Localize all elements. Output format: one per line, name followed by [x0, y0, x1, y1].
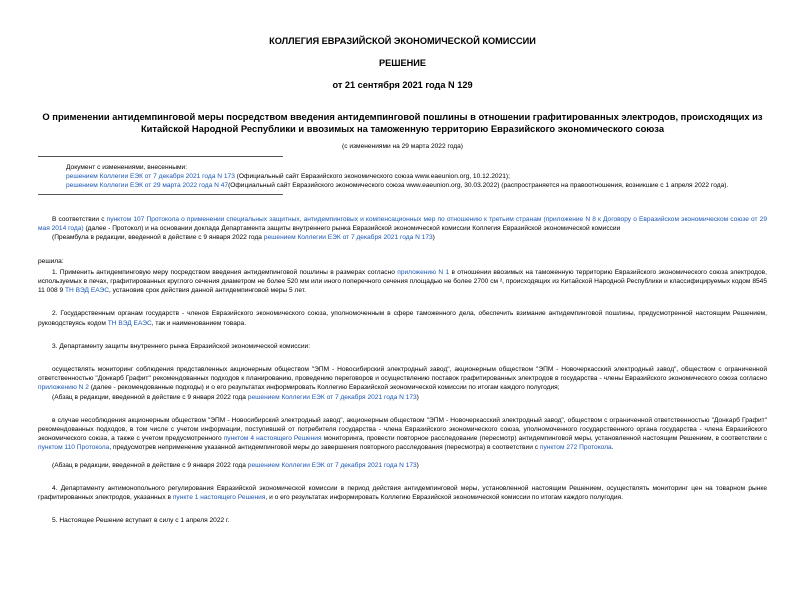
- paragraph-2: 2. Государственным органам государств - членов Евразийского экономического союза, уполномоченным в сфере таможенного дела, обеспечить взимание антидемпинговой пошлины, предусмотренной настоящим Решением, руководствуясь кодом ТН ВЭД ЕАЭС, так и наименованием товара.: [38, 310, 767, 327]
- link-decision-173-b[interactable]: решением Коллегии ЕЭК от 7 декабря 2021 года N 173: [247, 393, 417, 401]
- link-tnved[interactable]: ТН ВЭД ЕАЭС: [65, 287, 110, 295]
- link-protocol-110[interactable]: пунктом 110 Протокола: [38, 444, 110, 452]
- document-page: [0, 35, 807, 606]
- header-org: КОЛЛЕГИЯ ЕВРАЗИЙСКОЙ ЭКОНОМИЧЕСКОЙ КОМИССИИ: [269, 36, 536, 46]
- preamble: В соответствии с пунктом 107 Протокола о применении специальных защитных, антидемпинговых и компенсационных мер по отношению к третьим странам (приложение N 8 к Договору о Евразийском экономическом союзе от 29 мая 2014 года) (далее - Протокол) и на основании доклада Департамента защиты внутреннего рынка Евразийской экономической комиссии Коллегия Евразийской экономической комиссии: [38, 216, 767, 233]
- paragraph-5: 5. Настоящее Решение вступает в силу с 1 апреля 2022 г.: [52, 517, 230, 525]
- changes-refs: [38, 157, 767, 194]
- link-point-1[interactable]: пункте 1 настоящего Решения: [172, 494, 266, 502]
- link-tnved-2[interactable]: ТН ВЭД ЕАЭС: [107, 319, 152, 327]
- ref-item-2: решением Коллегии ЕЭК от 29 марта 2022 года N 47(Официальный сайт Евразийского экономического союза www.eaeunion.org, 30.03.2022) (распространяется на правоотношения, возникшие с 1 апреля 2022 года).: [66, 182, 729, 189]
- document-title: О применении антидемпинговой меры посредством введения антидемпинговой пошлины в отношении графитированных электродов, происходящих из Китайской Народной Республики и ввозимых на таможенную территорию Евразийского экономического союза: [42, 111, 763, 134]
- paragraph-1: 1. Применить антидемпинговую меру посредством введения антидемпинговой пошлины в размерах согласно приложению N 1 в отношении ввозимых на таможенную территорию Евразийского экономического союза электродов, используемых в печах, графитированных круглого сечения диаметром не более 520 мм или иного поперечного сечения площадью не более 2700 см ², происходящих из Китайской Народной Республики и классифицируемых кодом 8545 11 008 9 ТН ВЭД ЕАЭС, установив срок действия данной антидемпинговой меры 5 лет.: [38, 268, 767, 295]
- decided: решила:: [38, 257, 64, 265]
- changes-note: (с изменениями на 29 марта 2022 года): [342, 143, 463, 150]
- header-date-number: от 21 сентября 2021 года N 129: [332, 80, 473, 90]
- ref-item-1: решением Коллегии ЕЭК от 7 декабря 2021 года N 173 (Официальный сайт Евразийского экономического союза www.eaeunion.org, 10.12.2021);: [66, 173, 510, 180]
- preamble-note: (Преамбула в редакции, введенной в действие с 9 января 2022 года решением Коллегии ЕЭК от 7 декабря 2021 года N 173): [52, 234, 435, 242]
- link-decision-173-c[interactable]: решением Коллегии ЕЭК от 7 декабря 2021 года N 173: [247, 461, 417, 469]
- paragraph-3b: в случае несоблюдения акционерным обществом "ЭПМ - Новосибирский электродный завод", акционерным обществом "ЭПМ - Новочеркасский электродный завод", обществом с ограниченной ответственностью "Донкарб Графит" рекомендованных подходов, в том числе с учетом информации, поступившей от потребителя государства - члена Евразийского экономического союза, уполномоченного государственного органа государства - члена Евразийского экономического союза, а также с учетом предусмотренного пунктом 4 настоящего Решения мониторинга, провести повторное расследование (пересмотр) антидемпинговой меры, установленной настоящим Решением, в соответствии с пунктом 110 Протокола, предусмотрев неприменение указанной антидемпинговой меры до завершения повторного расследования (пересмотра) в соответствии с пунктом 272 Протокола.: [38, 416, 767, 452]
- header-doc-type: РЕШЕНИЕ: [379, 58, 426, 68]
- paragraph-3a-note: (Абзац в редакции, введенной в действие с 9 января 2022 года решением Коллегии ЕЭК от 7 декабря 2021 года N 173): [52, 393, 419, 401]
- refs-label: Документ с изменениями, внесенными:: [66, 164, 188, 171]
- divider-bottom: [38, 194, 283, 195]
- link-appendix-2[interactable]: приложению N 2: [38, 384, 89, 392]
- ref-link-1[interactable]: решением Коллегии ЕЭК от 7 декабря 2021 года N 173: [66, 173, 235, 180]
- link-point-4[interactable]: пунктом 4 настоящего Решения: [223, 435, 322, 443]
- paragraph-3-lead: 3. Департаменту защиты внутреннего рынка Евразийской экономической комиссии:: [52, 342, 311, 350]
- link-protocol-107[interactable]: пунктом 107 Протокола о применении специальных защитных, антидемпинговых и компенсационных мер по отношению к третьим странам (приложение N 8 к Договору о Евразийском экономическом союзе от 29 мая 2014 года): [38, 216, 767, 233]
- paragraph-4: 4. Департаменту антимонопольного регулирования Евразийской экономической комиссии в период действия антидемпинговой меры, установленной настоящим Решением, осуществлять мониторинг цен на товарном рынке графитированных электродов, указанных в пункте 1 настоящего Решения, и о его результатах информировать Коллегию Евразийской экономической комиссии по итогам каждого полугодия.: [38, 484, 767, 502]
- link-decision-173[interactable]: решением Коллегии ЕЭК от 7 декабря 2021 года N 173: [263, 234, 433, 242]
- ref-link-2[interactable]: решением Коллегии ЕЭК от 29 марта 2022 года N 47: [66, 182, 229, 189]
- paragraph-3a: осуществлять мониторинг соблюдения представленных акционерным обществом "ЭПМ - Новосибирский электродный завод", акционерным обществом "ЭПМ - Новочеркасский электродный завод", обществом с ограниченной ответственностью "Донкарб Графит" рекомендованных подходов к планированию, проведению переговоров и осуществлению поставок графитированных электродов в государства - члены Евразийского экономического союза согласно приложению N 2 (далее - рекомендованные подходы) и о его результатах информировать Коллегию Евразийской экономической комиссии по итогам каждого полугодия;: [38, 366, 767, 392]
- paragraph-3b-note: (Абзац в редакции, введенной в действие с 9 января 2022 года решением Коллегии ЕЭК от 7 декабря 2021 года N 173): [52, 461, 419, 469]
- link-appendix-1[interactable]: приложению N 1: [397, 268, 450, 276]
- link-protocol-272[interactable]: пунктом 272 Протокола: [539, 444, 612, 452]
